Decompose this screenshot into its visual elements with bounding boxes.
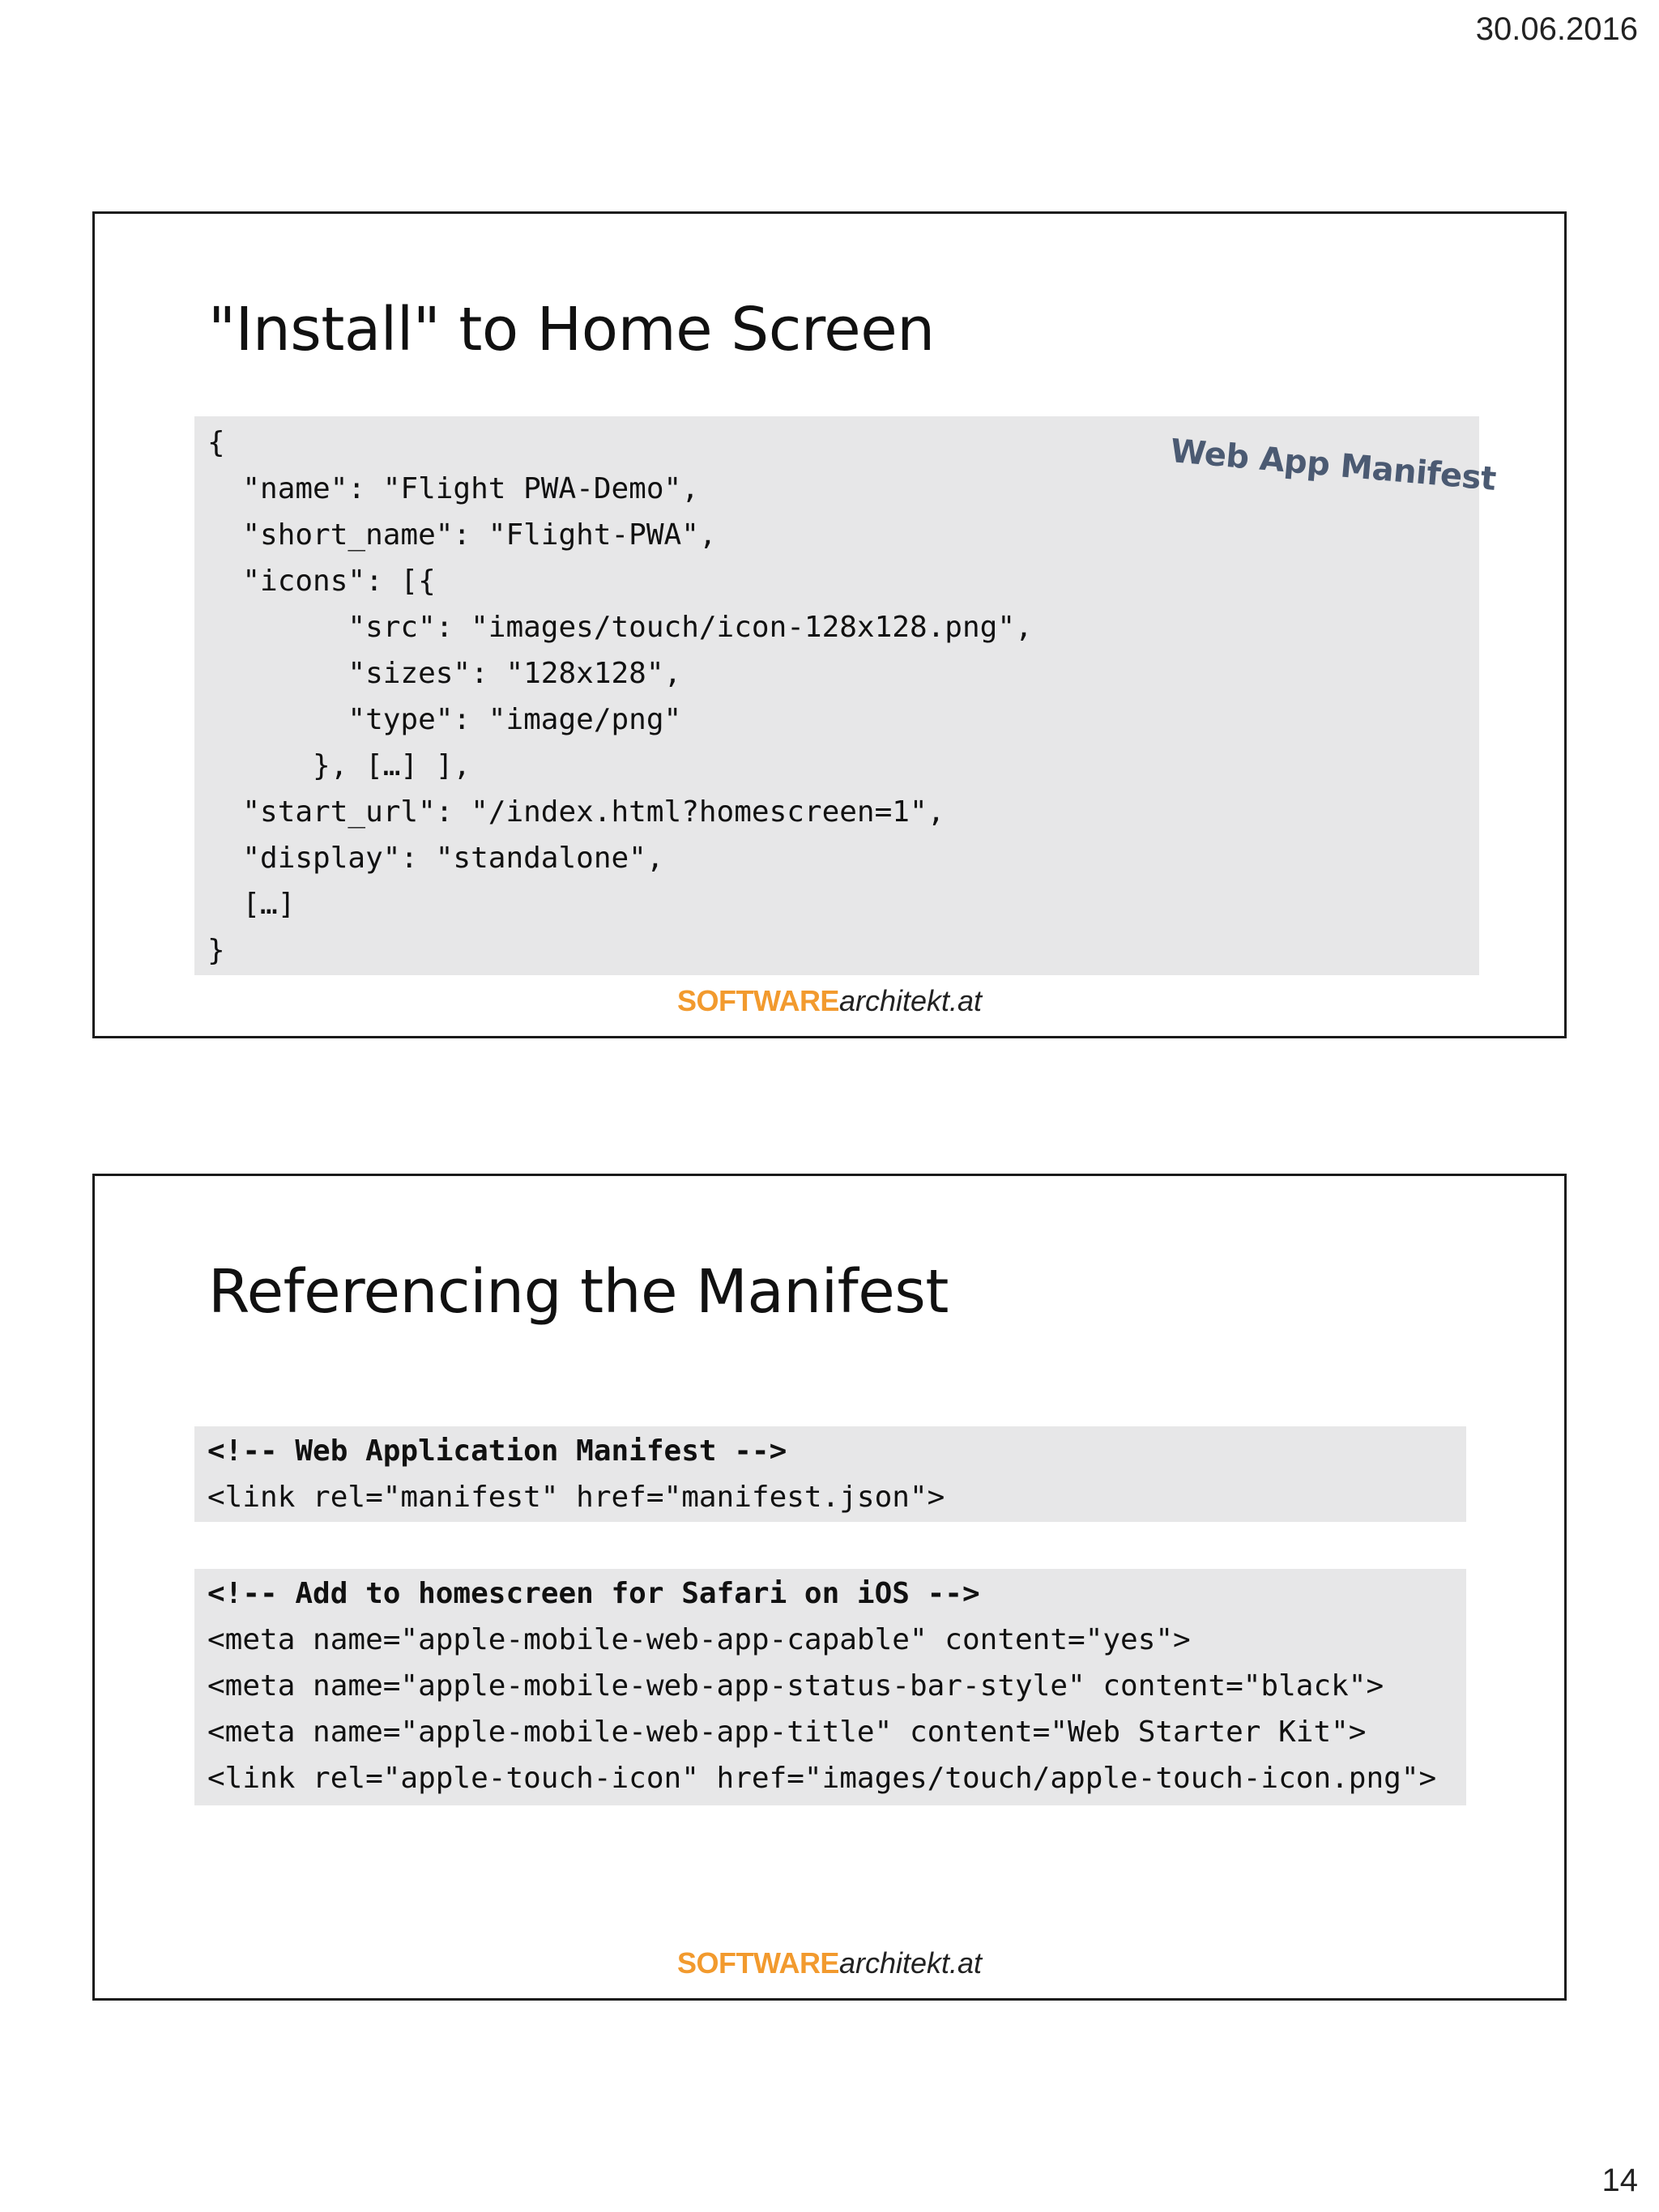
code-line: "name": "Flight PWA-Demo", — [207, 472, 699, 505]
code-line: <meta name="apple-mobile-web-app-capable" content="yes"> — [207, 1623, 1191, 1656]
logo-software-text: SOFTWARE — [676, 984, 839, 1017]
code-comment-line: <!-- Web Application Manifest --> — [207, 1434, 787, 1468]
code-line: <link rel="manifest" href="manifest.json"> — [207, 1481, 945, 1514]
softwarearchitekt-logo — [95, 1946, 1564, 1980]
code-line: } — [207, 934, 225, 967]
code-line: <meta name="apple-mobile-web-app-status-bar-style" content="black"> — [207, 1669, 1384, 1703]
safari-ios-code-block — [194, 1569, 1466, 1805]
code-line: "short_name": "Flight-PWA", — [207, 518, 717, 552]
code-line: { — [207, 426, 225, 459]
logo-software-text: SOFTWARE — [676, 1946, 839, 1980]
slide-title: Referencing the Manifest — [208, 1257, 949, 1327]
code-line: "sizes": "128x128", — [207, 657, 682, 690]
code-comment-line: <!-- Add to homescreen for Safari on iOS --> — [207, 1577, 980, 1610]
code-line: "type": "image/png" — [207, 703, 682, 736]
manifest-link-code-block — [194, 1426, 1466, 1522]
slide-title: "Install" to Home Screen — [208, 295, 935, 364]
page-number: 14 — [1601, 2163, 1638, 2198]
code-line: […] — [207, 888, 296, 921]
code-line: "src": "images/touch/icon-128x128.png", — [207, 611, 1033, 644]
slide-install-home-screen — [92, 211, 1567, 1038]
code-line: "icons": [{ — [207, 565, 436, 598]
web-app-manifest-badge: Web App Manifest — [1168, 433, 1498, 498]
code-line: }, […] ], — [207, 749, 471, 782]
page-date: 30.06.2016 — [1475, 11, 1638, 47]
code-line: "display": "standalone", — [207, 842, 664, 875]
code-line: <meta name="apple-mobile-web-app-title" content="Web Starter Kit"> — [207, 1715, 1367, 1749]
code-line: "start_url": "/index.html?homescreen=1", — [207, 795, 945, 829]
manifest-code-block — [194, 416, 1479, 975]
logo-architekt-text: architekt.at — [838, 984, 983, 1017]
slide-referencing-manifest — [92, 1174, 1567, 2001]
softwarearchitekt-logo — [95, 984, 1564, 1018]
logo-architekt-text: architekt.at — [838, 1946, 983, 1980]
code-line: <link rel="apple-touch-icon" href="images/touch/apple-touch-icon.png"> — [207, 1762, 1437, 1795]
